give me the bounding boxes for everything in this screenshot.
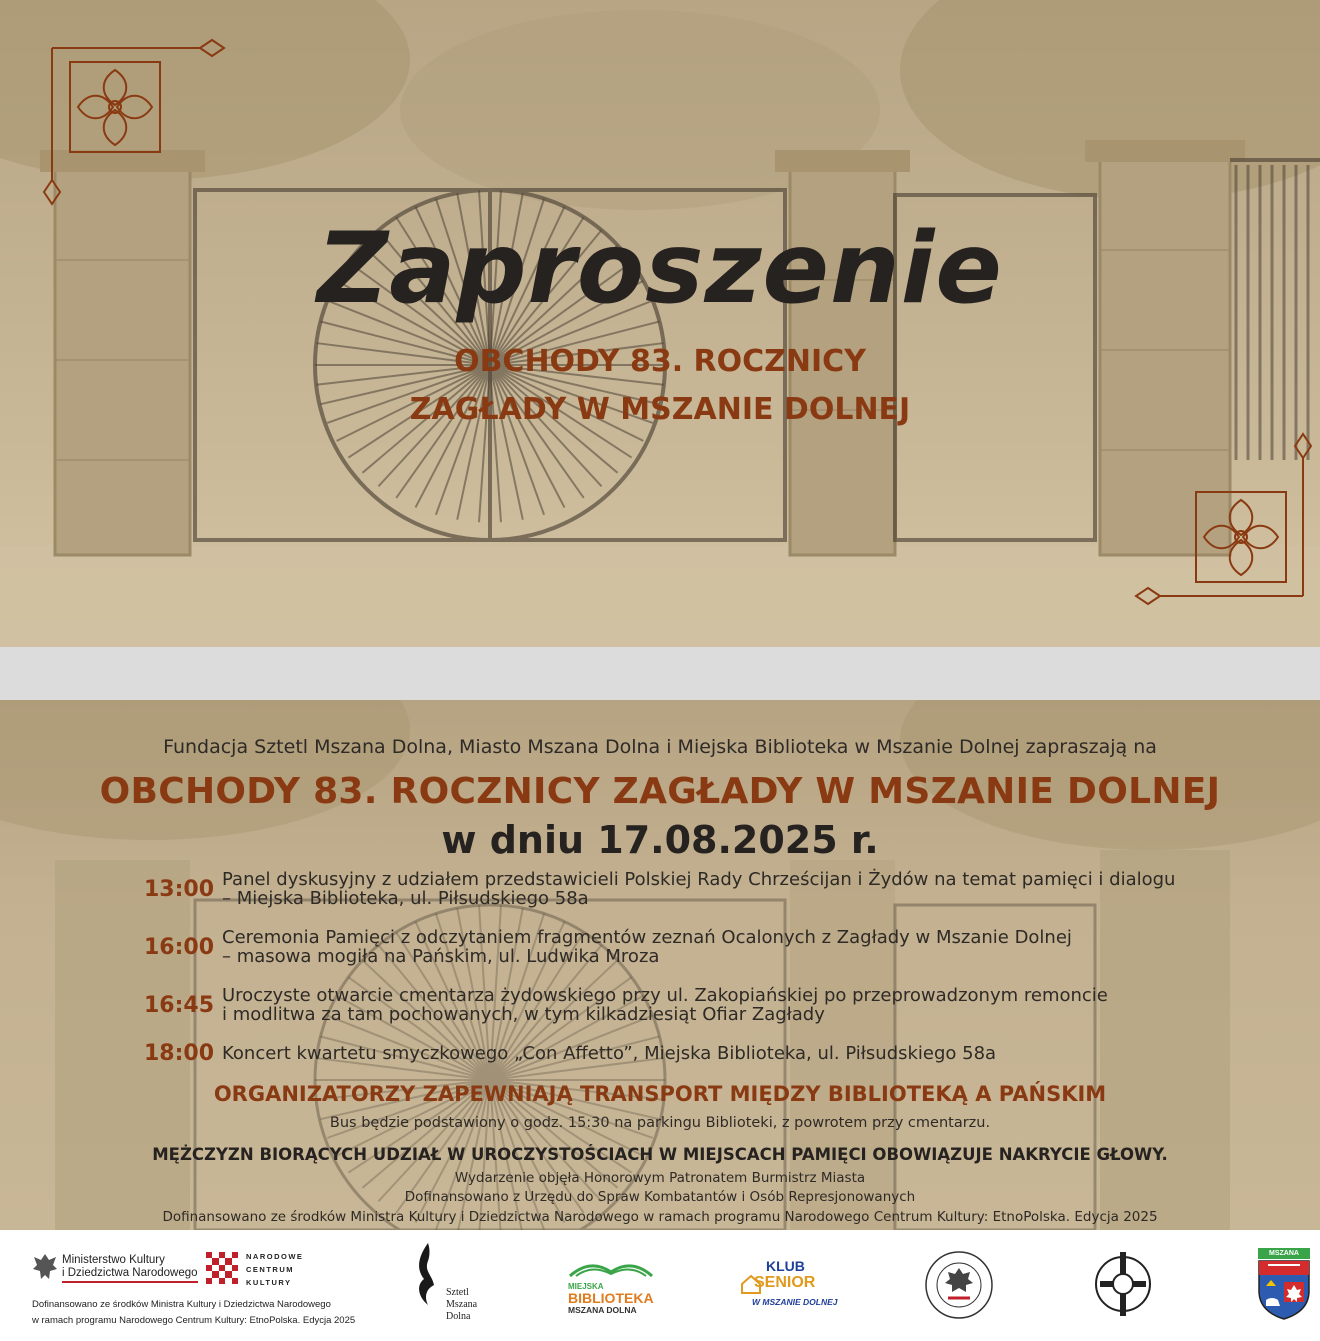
veterans-office-seal-icon bbox=[924, 1250, 994, 1320]
mszana-dolna-crest-icon bbox=[1258, 1260, 1310, 1320]
funding-note-2: Dofinansowano ze środków Ministra Kultury i Dziedzictwa Narodowego w ramach programu Narodowego Centrum Kultury: EtnoPolska. Edycja 2025 bbox=[162, 1209, 1158, 1225]
funding-note-1: Dofinansowano z Urzędu do Spraw Kombatantów i Osób Represjonowanych bbox=[404, 1189, 916, 1205]
intro-text: Fundacja Sztetl Mszana Dolna, Miasto Mszana Dolna i Miejska Biblioteka w Mszanie Dolnej zapraszają na bbox=[163, 736, 1157, 758]
nck-line1: NARODOWE bbox=[246, 1252, 304, 1261]
program-description bbox=[222, 928, 1282, 966]
program-description bbox=[222, 870, 1282, 908]
klub-line1: KLUB bbox=[766, 1258, 805, 1274]
sponsors-footer bbox=[0, 1230, 1320, 1341]
transport-notice: ORGANIZATORZY ZAPEWNIAJĄ TRANSPORT MIĘDZY BIBLIOTEKĄ A PAŃSKIM bbox=[213, 1082, 1107, 1106]
program-time: 16:45 bbox=[144, 993, 215, 1018]
polish-eagle-icon bbox=[32, 1252, 58, 1282]
program-line1: Panel dyskusyjny z udziałem przedstawicieli Polskiej Rady Chrześcijan i Żydów na temat pamięci i dialogu bbox=[222, 869, 1176, 890]
library-logo-text bbox=[568, 1282, 658, 1315]
invitation-subtitle-line2: ZAGŁADY W MSZANIE DOLNEJ bbox=[409, 392, 911, 427]
nck-line3: KULTURY bbox=[246, 1278, 292, 1287]
klub-line2: SENIOR bbox=[754, 1274, 816, 1291]
corner-ornaments bbox=[0, 0, 1320, 647]
crest-label: MSZANA bbox=[1258, 1248, 1310, 1259]
ministry-line1: Ministerstwo Kultury bbox=[62, 1254, 165, 1266]
program-description bbox=[222, 986, 1282, 1024]
program-time: 18:00 bbox=[144, 1041, 215, 1066]
program-line1: Uroczyste otwarcie cmentarza żydowskiego przy ul. Zakopiańskiej po przeprowadzonym remoncie bbox=[222, 985, 1108, 1006]
ministry-line2: i Dziedzictwa Narodowego bbox=[62, 1267, 198, 1283]
event-date: w dniu 17.08.2025 r. bbox=[441, 818, 879, 862]
footer-funding-text bbox=[32, 1297, 355, 1329]
panel-divider bbox=[0, 647, 1320, 700]
nck-line2: CENTRUM bbox=[246, 1265, 294, 1274]
ornament-top-left-icon bbox=[44, 40, 224, 204]
dress-code-notice: MĘŻCZYZN BIORĄCYCH UDZIAŁ W UROCZYSTOŚCIACH W MIEJSCACH PAMIĘCI OBOWIĄZUJE NAKRYCIE GŁOWY. bbox=[152, 1145, 1168, 1164]
ministry-logo-text bbox=[62, 1254, 198, 1283]
footer-funding-line1: Dofinansowano ze środków Ministra Kultury i Dziedzictwa Narodowego bbox=[32, 1299, 331, 1310]
program-line1: Ceremonia Pamięci z odczytaniem fragmentów zeznań Ocalonych z Zagłady w Mszanie Dolnej bbox=[222, 927, 1072, 948]
bus-note: Bus będzie podstawiony o godz. 15:30 na parkingu Biblioteki, z powrotem przy cmentarzu. bbox=[329, 1115, 991, 1131]
library-book-icon bbox=[568, 1256, 654, 1280]
invitation-title: Zaproszenie bbox=[317, 212, 1003, 326]
program-line2: – Miejska Biblioteka, ul. Piłsudskiego 58a bbox=[222, 888, 589, 909]
footer-funding-line2: w ramach programu Narodowego Centrum Kultury: EtnoPolska. Edycja 2025 bbox=[32, 1315, 356, 1326]
program-line1: Koncert kwartetu smyczkowego „Con Affetto”, Miejska Biblioteka, ul. Piłsudskiego 58a bbox=[222, 1043, 997, 1064]
invitation-subtitle-line1: OBCHODY 83. ROCZNICY bbox=[454, 344, 866, 379]
ornament-bottom-right-icon bbox=[1136, 434, 1311, 604]
sztetl-logo-text bbox=[446, 1287, 477, 1323]
patronage-note: Wydarzenie objęła Honorowym Patronatem Burmistrz Miasta bbox=[454, 1170, 866, 1186]
program-line2: i modlitwa za tam pochowanych, w tym kilkadziesiąt Ofiar Zagłady bbox=[222, 1004, 825, 1025]
event-headline: OBCHODY 83. ROCZNICY ZAGŁADY W MSZANIE DOLNEJ bbox=[99, 771, 1221, 812]
program-description bbox=[222, 1044, 1282, 1063]
library-line1: MIEJSKA bbox=[568, 1282, 604, 1291]
sztetl-line1: Sztetl bbox=[446, 1287, 469, 1298]
klub-line3: W MSZANIE DOLNEJ bbox=[752, 1297, 838, 1307]
program-time: 13:00 bbox=[144, 877, 215, 902]
nck-logo-icon bbox=[206, 1252, 238, 1284]
library-line3: MSZANA DOLNA bbox=[568, 1305, 637, 1315]
program-time: 16:00 bbox=[144, 935, 215, 960]
program-line2: – masowa mogiła na Pańskim, ul. Ludwika Mroza bbox=[222, 946, 660, 967]
library-line2: BIBLIOTEKA bbox=[568, 1290, 654, 1306]
klub-senior-logo bbox=[740, 1258, 850, 1307]
nck-logo-text bbox=[246, 1250, 303, 1289]
memorial-badge-icon bbox=[1094, 1244, 1152, 1324]
sztetl-flame-icon bbox=[415, 1243, 441, 1305]
sztetl-line2: Mszana bbox=[446, 1299, 478, 1310]
sztetl-line3: Dolna bbox=[446, 1311, 471, 1322]
